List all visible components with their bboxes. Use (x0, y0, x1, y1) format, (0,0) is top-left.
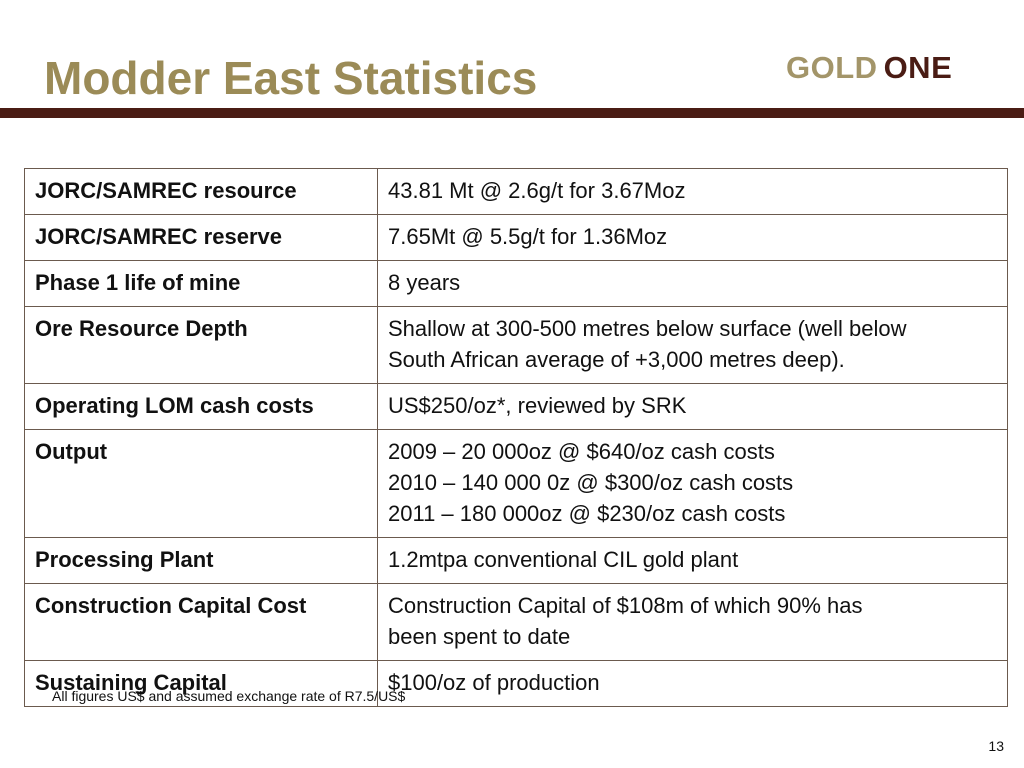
row-value (378, 661, 1008, 707)
title-divider (0, 108, 1024, 118)
footnote: All figures US$ and assumed exchange rate of R7.5/US$ (52, 688, 406, 704)
row-label: JORC/SAMREC reserve (25, 215, 378, 261)
row-label: Ore Resource Depth (25, 307, 378, 384)
table-row (25, 538, 1008, 584)
row-value-line: 8 years (388, 270, 461, 295)
page-number: 13 (988, 738, 1004, 754)
page-title: Modder East Statistics (44, 52, 538, 104)
row-value (378, 384, 1008, 430)
row-value (378, 538, 1008, 584)
row-value (378, 261, 1008, 307)
row-value (378, 430, 1008, 538)
table-row (25, 584, 1008, 661)
row-value-line: US$250/oz*, reviewed by SRK (388, 393, 687, 418)
row-value (378, 215, 1008, 261)
row-label: Output (25, 430, 378, 538)
table-row (25, 169, 1008, 215)
table-row (25, 307, 1008, 384)
table-row (25, 384, 1008, 430)
row-value-line: 2011 – 180 000oz @ $230/oz cash costs (388, 501, 786, 526)
row-value (378, 169, 1008, 215)
gold-one-logo (786, 48, 952, 88)
logo-text-gold: GOLD (786, 50, 878, 85)
row-value-line: 2010 – 140 000 0z @ $300/oz cash costs (388, 470, 794, 495)
table-row (25, 261, 1008, 307)
statistics-table (24, 168, 1008, 707)
row-value-line: Construction Capital of $108m of which 90% has (388, 593, 863, 618)
row-label: Operating LOM cash costs (25, 384, 378, 430)
statistics-table-body (25, 169, 1008, 707)
row-label: Processing Plant (25, 538, 378, 584)
row-label: Phase 1 life of mine (25, 261, 378, 307)
row-value-line: been spent to date (388, 624, 571, 649)
row-value-line: South African average of +3,000 metres deep). (388, 347, 845, 372)
table-row (25, 215, 1008, 261)
row-value-line: $100/oz of production (388, 670, 600, 695)
row-value-line: Shallow at 300-500 metres below surface (well below (388, 316, 907, 341)
row-label: Sustaining Capital (25, 661, 378, 707)
row-value-line: 43.81 Mt @ 2.6g/t for 3.67Moz (388, 178, 686, 203)
row-value (378, 584, 1008, 661)
row-value-line: 2009 – 20 000oz @ $640/oz cash costs (388, 439, 775, 464)
row-value-line: 7.65Mt @ 5.5g/t for 1.36Moz (388, 224, 668, 249)
table-row (25, 430, 1008, 538)
row-label: JORC/SAMREC resource (25, 169, 378, 215)
row-label: Construction Capital Cost (25, 584, 378, 661)
row-value-line: 1.2mtpa conventional CIL gold plant (388, 547, 739, 572)
logo-text-one: ONE (883, 50, 953, 85)
row-value (378, 307, 1008, 384)
